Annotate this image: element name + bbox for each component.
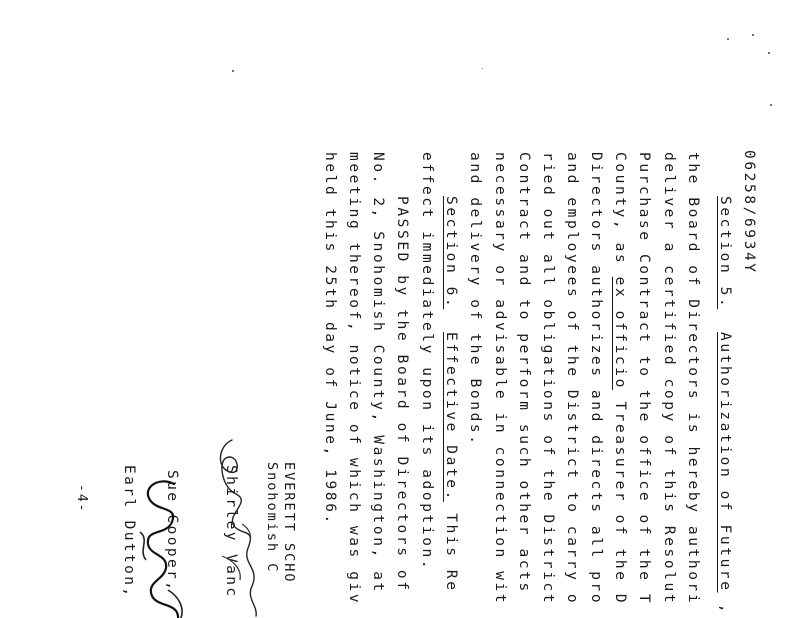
org-name-line2: Snohomish C [264, 462, 280, 574]
section6-line: effect immediately upon its adoption. [419, 152, 435, 572]
section5-line: ried out all obligations of the District [540, 152, 556, 606]
signature-sue [128, 470, 198, 618]
section6-title: Effective Date. [443, 331, 459, 502]
passed-line: No. 2, Snohomish County, Washington, at [370, 152, 386, 594]
section5-line: the Board of Directors is hereby authori [685, 152, 701, 606]
section5-line: Contract and to perform such other acts [516, 152, 532, 594]
signer-name-shirley: Shirley Vanc [223, 465, 239, 599]
signer-name-earl: Earl Dutton, [121, 465, 137, 599]
scan-speck [482, 68, 483, 69]
signature-shirley [212, 428, 272, 618]
section5-heading-tail: , [717, 592, 733, 616]
document-id: 06258/6934Y [741, 150, 757, 275]
section5-title: Authorization of Future [717, 331, 733, 593]
scan-speck [768, 52, 770, 54]
section5-line [613, 152, 628, 605]
section5-line: Purchase Contract to the office of the T [636, 152, 652, 606]
scan-speck [232, 70, 234, 72]
passed-line: held this 25th day of June, 1986. [322, 152, 338, 526]
section5-line: deliver a certified copy of this Resolut [661, 152, 677, 606]
section6-heading [444, 196, 459, 593]
section6-label: Section 6. [443, 196, 459, 310]
section5-line: necessary or advisable in connection wit [492, 152, 508, 606]
section5-heading [718, 196, 733, 615]
section6-heading-rest: This Re [443, 501, 459, 593]
section5-line: and delivery of the Bonds. [467, 152, 483, 447]
county-line-rest: Treasurer of the D [612, 389, 628, 606]
section5-label: Section 5. [717, 196, 733, 310]
county-line-start: County, as [612, 152, 628, 277]
section5-line: Directors authorizes and directs all pro [588, 152, 604, 606]
scan-speck [752, 34, 754, 36]
ex-officio-term: ex officio [612, 276, 628, 390]
section5-line: and employees of the District to carry o [564, 152, 580, 606]
page-number: -4- [74, 484, 89, 514]
scan-speck [770, 104, 772, 106]
passed-line: meeting thereof, notice of which was giv [346, 152, 362, 606]
passed-line: PASSED by the Board of Directors of [394, 196, 410, 593]
signer-name-sue: Sue Cooper, [164, 470, 180, 593]
org-name-line1: EVERETT SCHO [281, 462, 297, 584]
scan-speck [727, 38, 729, 40]
